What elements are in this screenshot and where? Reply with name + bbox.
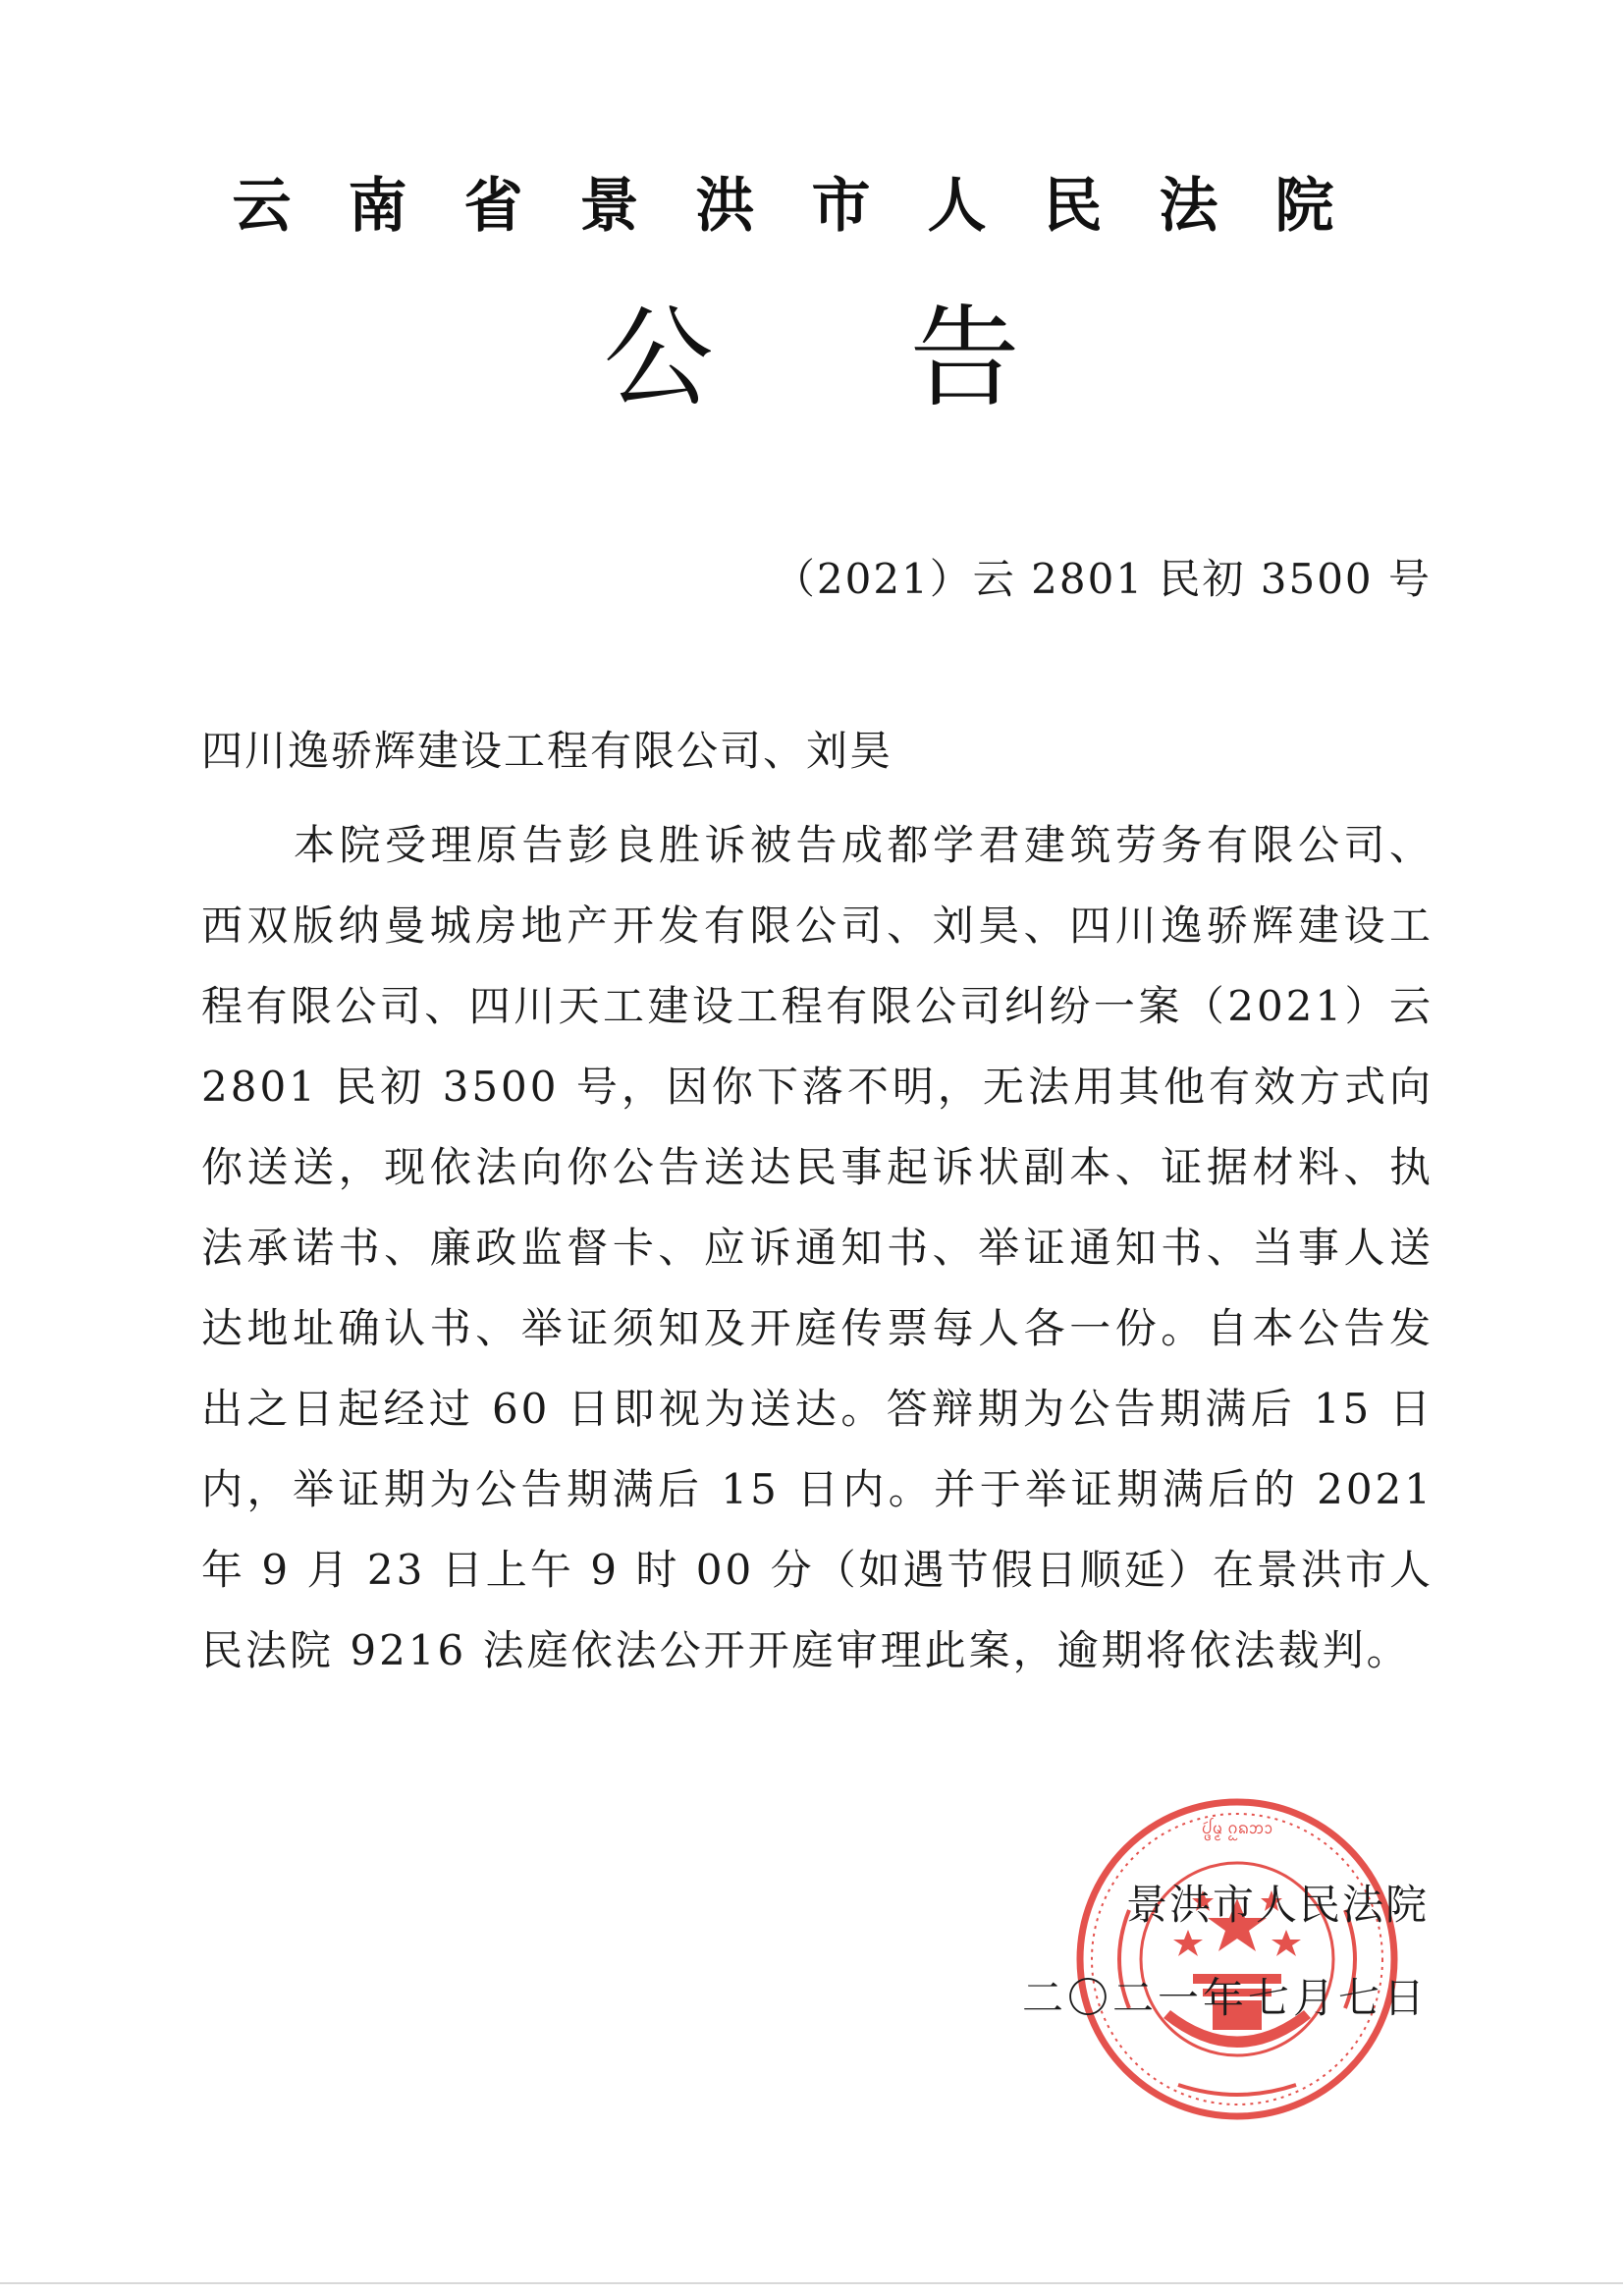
- case-number: （2021）云 2801 民初 3500 号: [773, 555, 1432, 603]
- signature-court-name: 景洪市人民法院: [1125, 1881, 1429, 1929]
- document-title: 公告: [603, 295, 1217, 422]
- svg-text:ᨸᩢ᩠ᨴᨾ᩠ᨾ ᨣᩬᨦᨽᩣ: ᨸᩢ᩠ᨴᨾ᩠ᨾ ᨣᩬᨦᨽᩣ: [1201, 1819, 1273, 1837]
- addressee: 四川逸骄辉建设工程有限公司、刘昊: [201, 727, 893, 775]
- court-seal-icon: [1070, 1792, 1404, 2126]
- notice-body: 本院受理原告彭良胜诉被告成都学君建筑劳务有限公司、西双版纳曼城房地产开发有限公司、刘昊、四川逸骄辉建设工程有限公司、四川天工建设工程有限公司纠纷一案（2021）云 2801 民初 3500 号，因你下落不明，无法用其他有效方式向你送送，现依法向你公告送达民事起诉状副本、证据材料、执法承诺书、廉政监督卡、应诉通知书、举证通知书、当事人送达地址确认书、举证须知及开庭传票每人各一份。自本公告发出之日起经过 60 日即视为送达。答辩期为公告期满后 15 日内，举证期为公告期满后 15 日内。并于举证期满后的 2021 年 9 月 23 日上午 9 时 00 分（如遇节假日顺延）在景洪市人民法院 9216 法庭依法公开开庭审理此案，逾期将依法裁判。: [201, 821, 1434, 1674]
- court-name-heading: 云南省景洪市人民法院: [232, 172, 1391, 241]
- page-bottom-edge: [0, 2282, 1623, 2284]
- signature-date: 二〇二一年七月七日: [1021, 1974, 1429, 2022]
